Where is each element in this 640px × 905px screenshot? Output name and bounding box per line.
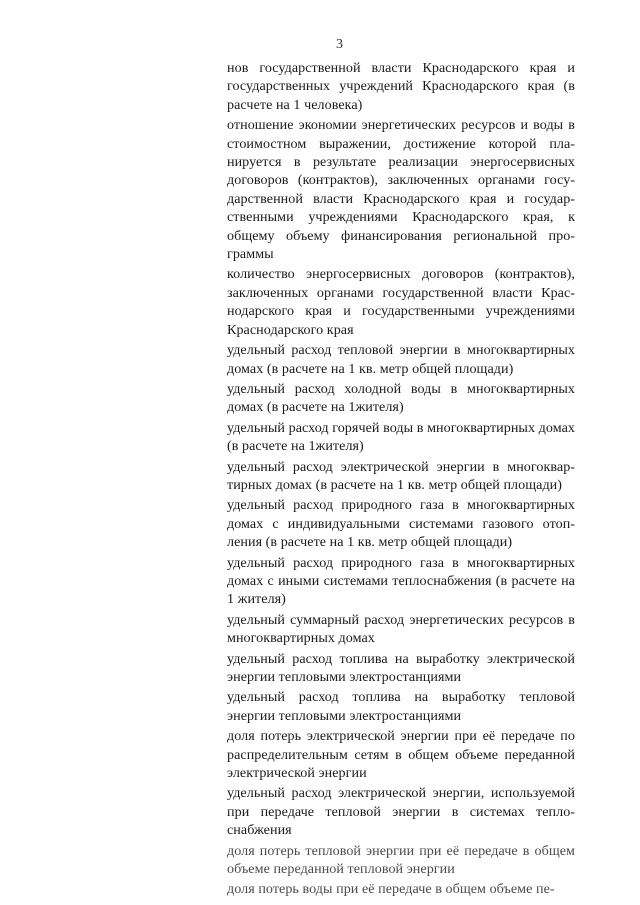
indicator-paragraph: удельный расход горячей воды в многоквартирных домах (в расчете на 1жителя) xyxy=(227,419,575,455)
indicator-paragraph: удельный расход топлива на выработку тепловой энергии тепловыми электростанциями xyxy=(227,689,575,724)
indicator-list xyxy=(227,59,575,901)
page-number: 3 xyxy=(336,37,343,52)
indicator-paragraph: удельный расход холодной воды в многоквартирных домах (в расчете на 1жителя) xyxy=(227,380,575,416)
indicator-paragraph: доля потерь тепловой энергии при её передаче в общем объеме переданной тепловой энергии xyxy=(227,842,575,878)
indicator-paragraph: удельный расход природного газа в многоквартирных домах с иными системами теплоснабжения (в расчете на 1 жителя) xyxy=(227,554,575,608)
indicator-paragraph: доля потерь воды при её передаче в общем объеме пе- xyxy=(227,881,555,898)
indicator-paragraph: удельный расход тепловой энергии в многоквартирных домах (в расчете на 1 кв. метр общей площади) xyxy=(227,342,575,377)
indicator-paragraph: удельный расход природного газа в многоквартирных домах с индивидуальными системами газового отопления (в расчете на 1 кв. метр общей площади) xyxy=(227,497,575,551)
indicator-paragraph: нов государственной власти Краснодарского края и государственных учреждений Краснодарского края (в расчете на 1 человека) xyxy=(227,60,575,113)
indicator-paragraph: количество энергосервисных договоров (контрактов), заключенных органами государственной власти Краснодарского края и государственными учреждениями Краснодарского края xyxy=(227,266,575,338)
indicator-paragraph: удельный расход электрической энергии в многоквартирных домах (в расчете на 1 кв. метр общей площади) xyxy=(227,458,575,493)
indicator-paragraph: доля потерь электрической энергии при её передаче по распределительным сетям в общем объеме переданной электрической энергии xyxy=(227,728,575,782)
indicator-paragraph: удельный суммарный расход энергетических ресурсов в многоквартирных домах xyxy=(227,611,575,647)
indicator-paragraph: удельный расход топлива на выработку электрической энергии тепловыми электростанциями xyxy=(227,650,575,685)
indicator-paragraph: удельный расход электрической энергии, используемой при передаче тепловой энергии в системах теплоснабжения xyxy=(227,785,575,839)
indicator-paragraph: отношение экономии энергетических ресурсов и воды в стоимостном выражении, достижение которой планируется в результате реализации энергосервисных договоров (контрактов), заключенных органами государственной власти Краснодарского края и государственными учреждениями Краснодарского края, к общему объему финансирования региональной программы xyxy=(227,117,575,263)
